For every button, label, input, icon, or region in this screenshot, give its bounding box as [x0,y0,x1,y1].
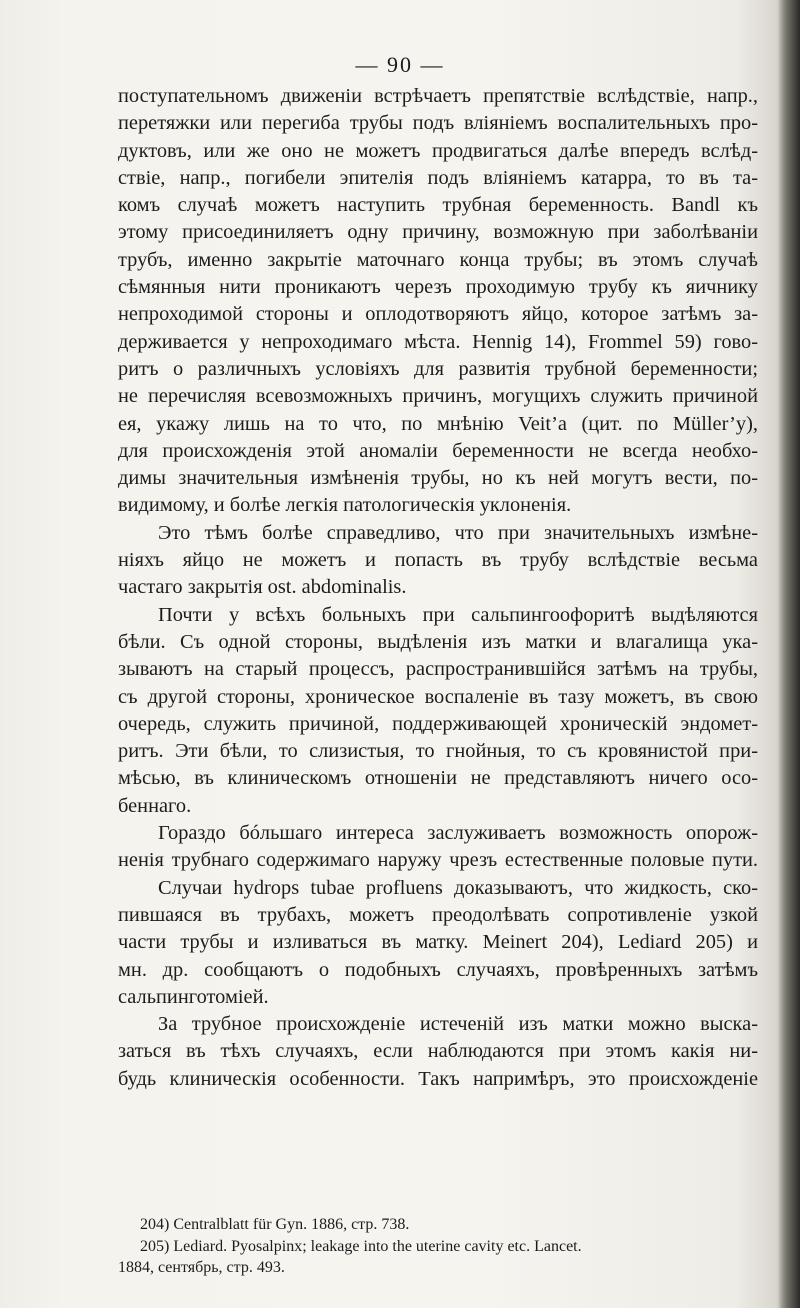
text-line: этому присоединиляетъ одну причину, возможную при заболѣваніи [118,221,758,244]
text-line: частаго закрытія ost. abdominalis. [118,576,407,599]
text-line: Это тѣмъ болѣе справедливо, что при значительныхъ измѣне- [158,521,758,544]
text-line: Почти у всѣхъ больныхъ при сальпингоофоритѣ выдѣляются [158,603,758,626]
text-line: Случаи hydrops tubae profluens доказываютъ, что жидкость, ско- [158,876,758,899]
footnote-line: 205) Lediard. Pyosalpinx; leakage into the uterine cavity etc. Lancet. [140,1237,582,1255]
footnote-line: 1884, сентябрь, стр. 493. [118,1259,285,1276]
text-line: не перечисляя всевозможныхъ причинъ, могущихъ служить причиной [118,385,758,408]
body-text [118,83,758,1093]
text-line: ствіе, напр., погибели эпителія подъ вліяніемъ катарра, то въ та- [118,166,758,189]
text-line: ея, укажу лишь на то что, по мнѣнію Veit’а (цит. по Müller’у), [118,412,758,435]
text-line: части трубы и изливаться въ матку. Meinert 204), Lediard 205) и [118,931,758,954]
text-line: мѣсью, въ клиническомъ отношеніи не представляютъ ничего осо- [118,767,758,790]
text-line: За трубное происхожденіе истеченій изъ матки можно выска- [158,1013,758,1036]
text-line: сѣмянныя нити проникаютъ черезъ проходимую трубу къ яичнику [118,276,758,299]
text-line: видимому, и болѣе легкія патологическія уклоненія. [118,494,572,517]
text-line: для происхожденія этой аномаліи беременности не всегда необхо- [118,439,758,462]
page-binding-edge [778,0,800,1308]
text-line: димы значительныя измѣненія трубы, но къ ней могутъ вести, по- [118,467,758,490]
text-line: мн. др. сообщаютъ о подобныхъ случаяхъ, провѣренныхъ затѣмъ [118,958,758,981]
text-line: будь клиническія особенности. Такъ напримѣръ, это происхожденіе [118,1067,758,1090]
text-line: ніяхъ яйцо не можетъ и попасть въ трубу вслѣдствіе весьма [118,549,758,572]
text-line: съ другой стороны, хроническое воспаленіе въ тазу можетъ, въ свою [118,685,758,708]
text-line: очередь, служить причиной, поддерживающей хроническій эндомет- [118,712,758,735]
page-number: — 90 — [355,52,445,77]
text-line: ритъ. Эти бѣли, то слизистыя, то гнойныя, то съ кровянистой при- [118,740,758,763]
text-line: перетяжки или перегиба трубы подъ вліяніемъ воспалительныхъ про- [118,112,758,135]
text-line: пившаяся въ трубахъ, можетъ преодолѣвать сопротивленіе узкой [118,903,758,926]
text-line: ненія трубнаго содержимаго наружу чрезъ естественные половые пути. [118,849,758,872]
text-line: трубъ, именно закрытіе маточнаго конца трубы; въ этомъ случаѣ [118,248,758,271]
text-line: держивается у непроходимаго мѣста. Hennig 14), Frommel 59) гово- [118,330,758,353]
footnotes [118,1214,760,1279]
text-line: поступательномъ движеніи встрѣчаетъ препятствіе вслѣдствіе, напр., [118,85,758,107]
text-line: дуктовъ, или же оно не можетъ продвигаться далѣе впередъ вслѣд- [118,139,758,162]
text-line: бѣли. Съ одной стороны, выдѣленія изъ матки и влагалища ука- [118,630,758,653]
text-line: сальпинготоміей. [118,985,269,1008]
text-line: беннаго. [118,794,192,817]
text-line: Гораздо бóльшаго интереса заслуживаетъ возможность опорож- [158,822,758,845]
text-line: комъ случаѣ можетъ наступить трубная беременность. Bandl къ [118,194,758,217]
text-line: зываютъ на старый процессъ, распространившійся затѣмъ на трубы, [118,658,758,681]
text-line: ритъ о различныхъ условіяхъ для развитія трубной беременности; [118,357,758,380]
text-line: непроходимой стороны и оплодотворяютъ яйцо, которое затѣмъ за- [118,303,758,326]
text-line: заться въ тѣхъ случаяхъ, если наблюдаются при этомъ какія ни- [118,1040,758,1063]
footnote-line: 204) Centralblatt für Gyn. 1886, стр. 738. [140,1216,410,1233]
